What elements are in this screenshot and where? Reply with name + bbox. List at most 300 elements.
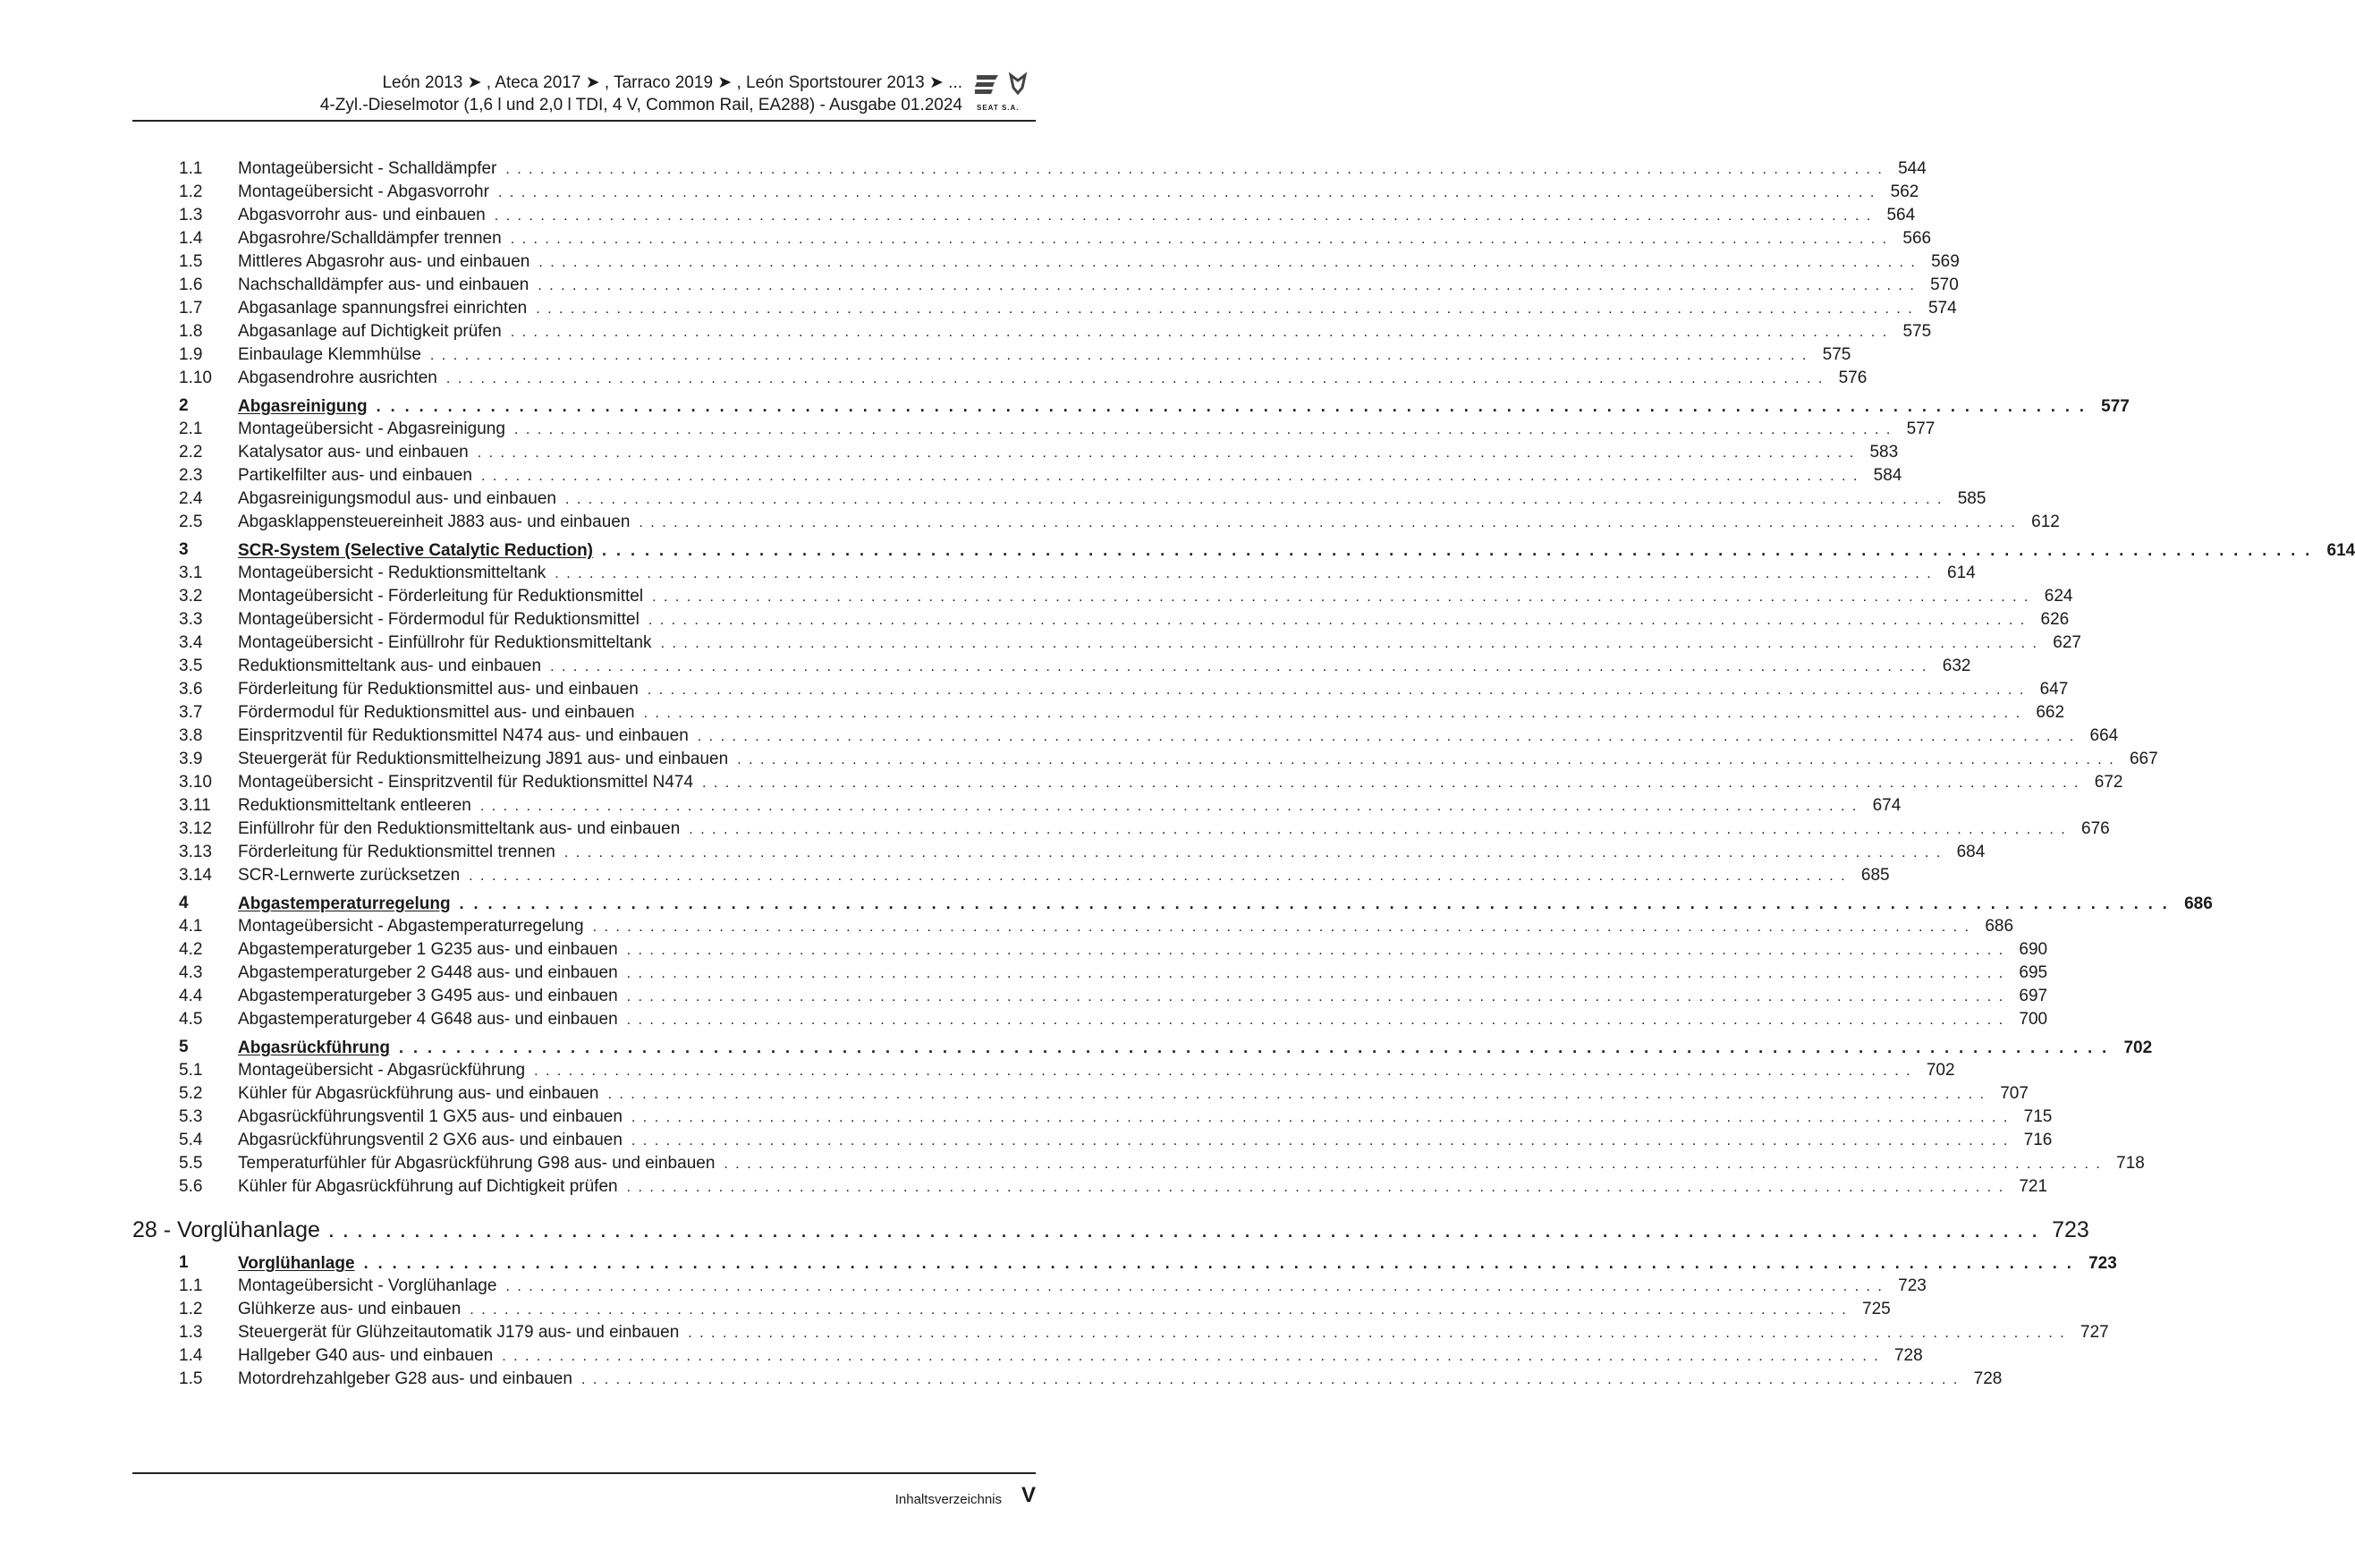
toc-leader-dots: . . . . . . . . . . . . . . . . . . . . . . . . . . . . . . . . . . . . . . . . . . . . . . . . . . . . . . . . . . . . . . . . . . . . . . . . . . . . . . . . . . . . . . . . . . . . . . . . . . . . . . . . . . . . . . . . . . . . . . . . bbox=[505, 162, 1884, 177]
toc-entry bbox=[238, 227, 1932, 251]
toc-row[interactable] bbox=[179, 1368, 2003, 1391]
toc-row[interactable] bbox=[179, 962, 2048, 985]
toc-number: 3.3 bbox=[179, 610, 203, 629]
toc-leader-dots: . . . . . . . . . . . . . . . . . . . . . . . . . . . . . . . . . . . . . . . . . . . . . . . . . . . . . . . . . . . . . . . . . . . . . . . . . . . . . . . . . . . . . . . . . . . . . . . . . . . . . . . . . . . . . . . . . . . . . . . . bbox=[702, 776, 2080, 791]
toc-entry bbox=[238, 343, 1851, 368]
toc-leader-dots: . . . . . . . . . . . . . . . . . . . . . . . . . . . . . . . . . . . . . . . . . . . . . . . . . . . . . . . . . . . . . . . . . . . . . . . . . . . . . . . . . . . . . . . . . . . . . . . . . . . . . . . . . . . . . . . . . . . . . . . . bbox=[631, 1110, 2010, 1125]
toc-entry bbox=[238, 678, 2069, 702]
toc-number: 1 bbox=[179, 1253, 189, 1272]
toc-leader-dots: . . . . . . . . . . . . . . . . . . . . . . . . . . . . . . . . . . . . . . . . . . . . . . . . . . . . . . . . . . . . . . . . . . . . . . . . . . . . . . . . . . . . . . . . . . . . . . . . . . . . . . . . . . . . . . . . . . . . . . . . bbox=[497, 185, 1876, 200]
toc-number: 3.14 bbox=[179, 866, 212, 885]
toc-entry bbox=[238, 1059, 1955, 1083]
toc-leader-dots: . . . . . . . . . . . . . . . . . . . . . . . . . . . . . . . . . . . . . . . . . . . . . . . . . . . . . . . . . . . . . . . . . . . . . . . . . . . . . . . . . . . . . . . . . . . . . . . . . . . . . . . . . . . . . . . . . . . . . . . . bbox=[398, 1038, 2110, 1056]
toc-entry bbox=[238, 938, 2048, 962]
toc-row[interactable] bbox=[179, 274, 1959, 297]
toc-section-row[interactable] bbox=[179, 892, 2213, 915]
toc-page-number: 562 bbox=[1890, 182, 1919, 201]
toc-title: Abgasvorrohr aus- und einbauen bbox=[238, 206, 486, 225]
toc-page-number: 702 bbox=[2123, 1038, 2153, 1057]
toc-number: 2.5 bbox=[179, 513, 203, 531]
toc-entry bbox=[238, 1275, 1927, 1299]
toc-leader-dots: . . . . . . . . . . . . . . . . . . . . . . . . . . . . . . . . . . . . . . . . . . . . . . . . . . . . . . . . . . . . . . . . . . . . . . . . . . . . . . . . . . . . . . . . . . . . . . . . . . . . . . . . . . . . . . . . . . . . . . . . bbox=[648, 613, 2027, 628]
toc-row[interactable] bbox=[179, 464, 1902, 487]
toc-leader-dots: . . . . . . . . . . . . . . . . . . . . . . . . . . . . . . . . . . . . . . . . . . . . . . . . . . . . . . . . . . . . . . . . . . . . . . . . . . . . . . . . . . . . . . . . . . . . . . . . . . . . . . . . . . . . . . . . . . . . . . . . bbox=[538, 278, 1916, 293]
toc-title: Montageübersicht - Abgasrückführung bbox=[238, 1061, 526, 1080]
toc-number: 3.13 bbox=[179, 843, 212, 861]
toc-row[interactable] bbox=[179, 1175, 2048, 1199]
toc-page-number: 685 bbox=[1860, 866, 1890, 885]
toc-row[interactable] bbox=[179, 985, 2048, 1008]
toc-number: 5.6 bbox=[179, 1177, 203, 1196]
toc-number: 1.9 bbox=[179, 345, 203, 364]
toc-title: Montageübersicht - Einspritzventil für Reduktionsmittel N474 bbox=[238, 773, 694, 792]
toc-title: Abgastemperaturgeber 4 G648 aus- und einbauen bbox=[238, 1010, 618, 1029]
toc-entry bbox=[238, 204, 1916, 228]
toc-number: 4.3 bbox=[179, 963, 203, 982]
toc-leader-dots: . . . . . . . . . . . . . . . . . . . . . . . . . . . . . . . . . . . . . . . . . . . . . . . . . . . . . . . . . . . . . . . . . . . . . . . . . . . . . . . . . . . . . . . . . . . . . . . . . . . . . . . . . . . . . . . . . . . . . . . . bbox=[555, 566, 1933, 581]
toc-title: Montageübersicht - Abgasreinigung bbox=[238, 420, 505, 438]
toc-row[interactable] bbox=[179, 1152, 2145, 1175]
toc-title: Montageübersicht - Fördermodul für Reduktionsmittel bbox=[238, 610, 640, 629]
toc-section-row[interactable] bbox=[179, 1036, 2153, 1059]
toc-leader-dots: . . . . . . . . . . . . . . . . . . . . . . . . . . . . . . . . . . . . . . . . . . . . . . . . . . . . . . . . . . . . . . . . . . . . . . . . . . . . . . . . . . . . . . . . . . . . . . . . . . . . . . . . . . . . . . . . . . . . . . . . bbox=[626, 1180, 2005, 1195]
toc-number: 2.3 bbox=[179, 466, 203, 485]
toc-page-number: 583 bbox=[1869, 443, 1899, 462]
page-footer bbox=[132, 1472, 1036, 1507]
toc-title: Katalysator aus- und einbauen bbox=[238, 443, 469, 462]
toc-number: 1.3 bbox=[179, 206, 203, 225]
toc-page-number: 686 bbox=[2184, 894, 2213, 913]
toc-title: Montageübersicht - Einfüllrohr für Reduktionsmitteltank bbox=[238, 633, 652, 652]
toc-leader-dots: . . . . . . . . . . . . . . . . . . . . . . . . . . . . . . . . . . . . . . . . . . . . . . . . . . . . . . . . . . . . . . . . . . . . . . . . . . . . . . . . . . . . . . . . . . . . . . . . . . . . . . . . . . . . . . . . . . . . . . . . bbox=[505, 1279, 1884, 1294]
toc-page-number: 715 bbox=[2023, 1107, 2053, 1126]
toc-title: Abgasreinigungsmodul aus- und einbauen bbox=[238, 489, 556, 508]
toc-number: 4 bbox=[179, 894, 189, 912]
toc-title: Abgastemperaturgeber 1 G235 aus- und einbauen bbox=[238, 940, 618, 959]
toc-row[interactable] bbox=[179, 608, 2070, 631]
toc-leader-dots: . . . . . . . . . . . . . . . . . . . . . . . . . . . . . . . . . . . . . . . . . . . . . . . . . . . . . . . . . . . . . . . . . . . . . . . . . . . . . . . . . . . . . . . . . . . . . . . . . . . . . . . . . . . . . . . . . . . . . . . . bbox=[626, 966, 2005, 981]
toc-row[interactable] bbox=[179, 1008, 2048, 1031]
toc-row[interactable] bbox=[179, 678, 2069, 701]
toc-leader-dots: . . . . . . . . . . . . . . . . . . . . . . . . . . . . . . . . . . . . . . . . . . . . . . . . . . . . . . . . . . . . . . . . . . . . . . . . . . . . . . . . . . . . . . . . . . . . . . . . . . . . . . . . . . . . . . . . . . . . . . . . bbox=[660, 636, 2038, 651]
toc-title: Kühler für Abgasrückführung aus- und einbauen bbox=[238, 1084, 599, 1103]
toc-row[interactable] bbox=[179, 297, 1957, 320]
toc-leader-dots: . . . . . . . . . . . . . . . . . . . . . . . . . . . . . . . . . . . . . . . . . . . . . . . . . . . . . . . . . . . . . . . . . . . . . . . . . . . . . . . . . . . . . . . . . . . . . . . . . . . . . . . . . . . . . . . . . . . . . . . . bbox=[639, 515, 2017, 530]
toc-page-number: 728 bbox=[1973, 1369, 2003, 1388]
toc-leader-dots: . . . . . . . . . . . . . . . . . . . . . . . . . . . . . . . . . . . . . . . . . . . . . . . . . . . . . . . . . . . . . . . . . . . . . . . . . . . . . . . . . . . . . . . . . . . . . . . . . . . . . . . . . . . . . . . . . . . . . . . . bbox=[363, 1254, 2074, 1272]
toc-page-number: 727 bbox=[2080, 1323, 2109, 1342]
toc-page-number: 723 bbox=[2052, 1217, 2089, 1242]
toc-number: 5.4 bbox=[179, 1131, 203, 1149]
toc-row[interactable] bbox=[179, 511, 2060, 534]
toc-number: 4.1 bbox=[179, 917, 203, 936]
toc-title: Partikelfilter aus- und einbauen bbox=[238, 466, 472, 485]
toc-entry bbox=[238, 394, 2130, 419]
toc-number: 1.4 bbox=[179, 229, 203, 248]
toc-leader-dots: . . . . . . . . . . . . . . . . . . . . . . . . . . . . . . . . . . . . . . . . . . . . . . . . . . . . . . . . . . . . . . . . . . . . . . . . . . . . . . . . . . . . . . . . . . . . . . . . . . . . . . . . . . . . . . . . . . . . . . . . bbox=[737, 752, 2115, 767]
toc-page-number: 575 bbox=[1902, 322, 1932, 341]
toc-number: 3.7 bbox=[179, 703, 203, 722]
toc-title: Abgasanlage spannungsfrei einrichten bbox=[238, 299, 528, 318]
toc-section-row[interactable] bbox=[179, 394, 2130, 418]
toc-title: Kühler für Abgasrückführung auf Dichtigkeit prüfen bbox=[238, 1177, 618, 1196]
toc-entry bbox=[238, 274, 1959, 298]
toc-title: Abgastemperaturgeber 3 G495 aus- und einbauen bbox=[238, 987, 618, 1005]
toc-row[interactable] bbox=[179, 1082, 2029, 1106]
toc-row[interactable] bbox=[179, 157, 1927, 181]
toc-leader-dots: . . . . . . . . . . . . . . . . . . . . . . . . . . . . . . . . . . . . . . . . . . . . . . . . . . . . . . . . . . . . . . . . . . . . . . . . . . . . . . . . . . . . . . . . . . . . . . . . . . . . . . . . . . . . . . . . . . . . . . . . bbox=[510, 232, 1889, 247]
toc-title: Montageübersicht - Abgasvorrohr bbox=[238, 182, 489, 201]
toc-number: 1.5 bbox=[179, 1369, 203, 1388]
toc-section-row[interactable] bbox=[179, 538, 2355, 562]
toc-number: 5.3 bbox=[179, 1107, 203, 1126]
toc-title: Abgasanlage auf Dichtigkeit prüfen bbox=[238, 322, 502, 341]
toc-leader-dots: . . . . . . . . . . . . . . . . . . . . . . . . . . . . . . . . . . . . . . . . . . . . . . . . . . . . . . . . . . . . . . . . . . . . . . . . . . . . . . . . . . . . . . . . . . . . . . . . . . . . . . . . . . . . . . . . . . . . . . . . bbox=[513, 422, 1893, 437]
toc-row[interactable] bbox=[179, 1321, 2109, 1344]
toc-page-number: 576 bbox=[1838, 369, 1868, 387]
toc-leader-dots: . . . . . . . . . . . . . . . . . . . . . . . . . . . . . . . . . . . . . . . . . . . . . . . . . . . . . . . . . . . . . . . . . . . . . . . . . . . . . . . . . . . . . . . . . . . . . . . . . . . . . . . . . . . . . . . . . . . . . . . . bbox=[376, 397, 2087, 415]
toc-number: 3.2 bbox=[179, 587, 203, 606]
toc-entry bbox=[238, 818, 2110, 842]
toc-page-number: 667 bbox=[2129, 750, 2158, 768]
toc-title: Montageübersicht - Schalldämpfer bbox=[238, 159, 497, 178]
toc-leader-dots: . . . . . . . . . . . . . . . . . . . . . . . . . . . . . . . . . . . . . . . . . . . . . . . . . . . . . . . . . . . . . . . . . . . . . . . . . . . . . . . . . . . . . . . . . . . . . . . . . . . . . . . . . . . . . . . . . . . . . . . . bbox=[688, 1326, 2066, 1341]
seat-logo bbox=[971, 68, 1036, 114]
toc-title: Steuergerät für Glühzeitautomatik J179 aus- und einbauen bbox=[238, 1323, 680, 1342]
toc-leader-dots: . . . . . . . . . . . . . . . . . . . . . . . . . . . . . . . . . . . . . . . . . . . . . . . . . . . . . . . . . . . . . . . . . . . . . . . . . . . . . . . . . . . . . . . . . . . . . . . . . . . . . . . . . . . . . . . . . . . . . . . . bbox=[510, 325, 1889, 340]
toc-entry bbox=[238, 562, 1976, 586]
toc-page-number: 672 bbox=[2094, 773, 2123, 792]
toc-page-number: 624 bbox=[2044, 587, 2073, 606]
toc-page-number: 627 bbox=[2053, 633, 2081, 652]
toc-title: Abgastemperaturgeber 2 G448 aus- und einbauen bbox=[238, 963, 618, 982]
toc-entry bbox=[238, 841, 1986, 865]
toc-row[interactable] bbox=[179, 938, 2048, 962]
toc-entry bbox=[238, 655, 1971, 679]
toc-page-number: 723 bbox=[1898, 1276, 1927, 1295]
toc-number: 1.2 bbox=[179, 182, 203, 201]
toc-number: 3.12 bbox=[179, 819, 212, 838]
toc-row[interactable] bbox=[179, 725, 2119, 748]
toc-leader-dots: . . . . . . . . . . . . . . . . . . . . . . . . . . . . . . . . . . . . . . . . . . . . . . . . . . . . . . . . . . . . . . . . . . . . . . . . . . . . . . . . . . . . . . . . . . . . . . . . . . . . . . . . . . . . . . . . . . . . . . . . bbox=[445, 371, 1825, 386]
toc-page-number: 564 bbox=[1886, 206, 1916, 225]
toc-entry bbox=[238, 1008, 2048, 1032]
toc-entry bbox=[238, 771, 2123, 795]
toc-number: 3.4 bbox=[179, 633, 203, 652]
toc-row[interactable] bbox=[179, 841, 1986, 864]
toc-title: Abgasrückführungsventil 2 GX6 aus- und einbauen bbox=[238, 1131, 623, 1149]
toc-page-number: 577 bbox=[1906, 420, 1936, 438]
toc-page-number: 716 bbox=[2023, 1131, 2053, 1149]
toc-entry bbox=[238, 631, 2081, 656]
toc-leader-dots: . . . . . . . . . . . . . . . . . . . . . . . . . . . . . . . . . . . . . . . . . . . . . . . . . . . . . . . . . . . . . . . . . . . . . . . . . . . . . . . . . . . . . . . . . . . . . . . . . . . . . . . . . . . . . . . . . . . . . . . . bbox=[643, 706, 2022, 721]
toc-entry bbox=[238, 157, 1927, 182]
toc-page-number: 695 bbox=[2019, 963, 2048, 982]
toc-entry bbox=[238, 608, 2070, 632]
toc-page-number: 718 bbox=[2116, 1154, 2145, 1173]
toc-number: 1.1 bbox=[179, 1276, 203, 1295]
toc-title: Abgasrückführung bbox=[238, 1038, 390, 1057]
toc-leader-dots: . . . . . . . . . . . . . . . . . . . . . . . . . . . . . . . . . . . . . . . . . . . . . . . . . . . . . . . . . . . . . . . . . . . . . . . . . . . . . . . . . . . . . . . . . . . . . . . . . . . . . . . . . . . . . . . . . . . . . . . . bbox=[479, 799, 1859, 814]
toc-page-number: 697 bbox=[2019, 987, 2048, 1005]
toc-page-number: 723 bbox=[2088, 1254, 2117, 1273]
toc-row[interactable] bbox=[179, 441, 1899, 464]
toc-number: 2.2 bbox=[179, 443, 203, 462]
toc-entry bbox=[238, 892, 2213, 916]
toc-title: Förderleitung für Reduktionsmittel aus- und einbauen bbox=[238, 680, 639, 699]
toc-leader-dots: . . . . . . . . . . . . . . . . . . . . . . . . . . . . . . . . . . . . . . . . . . . . . . . . . . . . . . . . . . . . . . . . . . . . . . . . . . . . . . . . . . . . . . . . . . . . . . . . . . . . . . . . . . . . . . . . . . . . . . . . bbox=[480, 469, 1859, 484]
logo-caption: SEAT S.A. bbox=[977, 104, 1020, 112]
toc-title: Montageübersicht - Abgastemperaturregelung bbox=[238, 917, 584, 936]
toc-page-number: 570 bbox=[1930, 275, 1959, 294]
page-header bbox=[132, 64, 1036, 122]
toc-row[interactable] bbox=[179, 1129, 2053, 1152]
toc-title: Abgastemperaturregelung bbox=[238, 894, 451, 913]
toc-title: Reduktionsmitteltank entleeren bbox=[238, 796, 471, 815]
toc-title: Nachschalldämpfer aus- und einbauen bbox=[238, 275, 529, 294]
toc-title: Abgasreinigung bbox=[238, 397, 368, 416]
toc-number: 5.5 bbox=[179, 1154, 203, 1173]
toc-leader-dots: . . . . . . . . . . . . . . . . . . . . . . . . . . . . . . . . . . . . . . . . . . . . . . . . . . . . . . . . . . . . . . . . . . . . . . . . . . . . . . . . . . . . . . . . . . . . . . . . . . . . . . . . . . . . . . . . . . . . . . . . bbox=[647, 682, 2026, 698]
toc-leader-dots: . . . . . . . . . . . . . . . . . . . . . . . . . . . . . . . . . . . . . . . . . . . . . . . . . . . . . . . . . . . . . . . . . . . . . . . . . . . . . . . . . . . . . . . . . . . . . . . . . . . . . . . . . . . . . . . . . . . . . . . . bbox=[477, 445, 1856, 461]
header-models: León 2013 ➤ , Ateca 2017 ➤ , Tarraco 2019 ➤ , León Sportstourer 2013 ➤ ... bbox=[382, 73, 962, 92]
toc-number: 3.5 bbox=[179, 657, 203, 675]
toc-leader-dots: . . . . . . . . . . . . . . . . . . . . . . . . . . . . . . . . . . . . . . . . . . . . . . . . . . . . . . . . . . . . . . . . . . . . . . . . . . . . . . . . . . . . . . . . . . . . . . . . . . . . . . . . . . . . . . . . . . . . . . . . bbox=[626, 989, 2005, 1004]
toc-number: 1.2 bbox=[179, 1300, 203, 1318]
toc-number: 2.1 bbox=[179, 420, 203, 438]
toc-number: 2.4 bbox=[179, 489, 203, 508]
toc-number: 1.10 bbox=[179, 369, 212, 387]
toc-page-number: 584 bbox=[1873, 466, 1902, 485]
toc-page-number: 626 bbox=[2040, 610, 2070, 629]
toc-row[interactable] bbox=[179, 655, 1971, 678]
toc-leader-dots: . . . . . . . . . . . . . . . . . . . . . . . . . . . . . . . . . . . . . . . . . . . . . . . . . . . . . . . . . . . . . . . . . . . . . . . . . . . . . . . . . . . . . . . . . . . . . . . . . . . . . . . . . . . . . . . . . . . . . . . . bbox=[602, 541, 2313, 559]
toc-title: Montageübersicht - Förderleitung für Reduktionsmittel bbox=[238, 587, 644, 606]
toc-entry bbox=[238, 538, 2355, 563]
toc-leader-dots: . . . . . . . . . . . . . . . . . . . . . . . . . . . . . . . . . . . . . . . . . . . . . . . . . . . . . . . . . . . . . . . . . . . . . . . . . . . . . . . . . . . . . . . . . . . . . . . . . . . . . . . . . . . . . . . . . . . . . . . . bbox=[459, 894, 2170, 912]
toc-entry bbox=[238, 487, 1987, 512]
toc-entry bbox=[238, 725, 2119, 749]
toc-entry bbox=[238, 464, 1902, 488]
toc-row[interactable] bbox=[179, 631, 2081, 655]
toc-row[interactable] bbox=[179, 864, 1890, 887]
toc-row[interactable] bbox=[179, 818, 2110, 841]
toc-number: 1.7 bbox=[179, 299, 203, 318]
toc-row[interactable] bbox=[179, 367, 1868, 390]
toc-leader-dots: . . . . . . . . . . . . . . . . . . . . . . . . . . . . . . . . . . . . . . . . . . . . . . . . . . . . . . . . . . . . . . . . . . . . . . . . . . . . . . . . . . . . . . . . . . . . . . . . . . . . . . . . . . . . . . . . . . . . . . . . bbox=[592, 920, 1971, 935]
toc-entry bbox=[238, 320, 1932, 344]
toc-page-number: 614 bbox=[2326, 541, 2355, 560]
toc-row[interactable] bbox=[179, 1106, 2053, 1129]
toc-title: Montageübersicht - Reduktionsmitteltank bbox=[238, 564, 546, 582]
toc-title: Montageübersicht - Vorglühanlage bbox=[238, 1276, 497, 1295]
toc-leader-dots: . . . . . . . . . . . . . . . . . . . . . . . . . . . . . . . . . . . . . . . . . . . . . . . . . . . . . . . . . . . . . . . . . . . . . . . . . . . . . . . . . . . . . . . . . . . . . . . . . . . . . . . . . . . . . . . . . . . . . . . . bbox=[550, 659, 1928, 674]
toc-leader-dots: . . . . . . . . . . . . . . . . . . . . . . . . . . . . . . . . . . . . . . . . . . . . . . . . . . . . . . . . . . . . . . . . . . . . . . . . . . . . . . . . . . . . . . . . . . . . . . . . . . . . . . . . . . . . . . . . . . . . . . . . bbox=[580, 1372, 1960, 1387]
toc-number: 5 bbox=[179, 1038, 189, 1056]
toc-row[interactable] bbox=[179, 1275, 1927, 1298]
toc-page-number: 647 bbox=[2039, 680, 2069, 699]
toc-row[interactable] bbox=[179, 748, 2158, 771]
header-text bbox=[320, 72, 962, 116]
toc-entry bbox=[238, 441, 1899, 465]
toc-number: 3.1 bbox=[179, 564, 203, 582]
toc-title: Fördermodul für Reduktionsmittel aus- und einbauen bbox=[238, 703, 635, 722]
toc-entry bbox=[238, 1298, 1891, 1322]
toc-title: Abgasklappensteuereinheit J883 aus- und einbauen bbox=[238, 513, 631, 531]
toc-row[interactable] bbox=[179, 418, 1936, 441]
toc-number: 1.3 bbox=[179, 1323, 203, 1342]
toc-title: SCR-Lernwerte zurücksetzen bbox=[238, 866, 461, 885]
toc-entry bbox=[238, 511, 2060, 535]
toc-page-number: 577 bbox=[2101, 397, 2130, 416]
toc-number: 3.6 bbox=[179, 680, 203, 699]
toc-number: 3.9 bbox=[179, 750, 203, 768]
toc-entry bbox=[238, 1344, 1923, 1369]
toc-row[interactable] bbox=[179, 1059, 1955, 1082]
footer-section-label: Inhaltsverzeichnis bbox=[894, 1492, 1002, 1507]
toc-chapter-row[interactable] bbox=[132, 1213, 2089, 1247]
toc-number: 3.11 bbox=[179, 796, 211, 815]
toc-page-number: 569 bbox=[1931, 252, 1960, 271]
toc-entry bbox=[238, 297, 1957, 321]
toc-row[interactable] bbox=[179, 227, 1932, 250]
toc-leader-dots: . . . . . . . . . . . . . . . . . . . . . . . . . . . . . . . . . . . . . . . . . . . . . . . . . . . . . . . . . . . . . . . . . . . . . . . . . . . . . . . . . . . . . . . . . . . . . . . . . . . . . . . . . . . . . . . . . . . . . . . . bbox=[563, 845, 1943, 860]
toc-leader-dots: . . . . . . . . . . . . . . . . . . . . . . . . . . . . . . . . . . . . . . . . . . . . . . . . . . . . . . . . . . . . . . . . . . . . . . . . . . . . . . . . . . . . . . . . . . . . . . . . . . . . . . . . . . . . . . . . . . . . . . . . bbox=[538, 255, 1917, 270]
toc-number: 1.8 bbox=[179, 322, 203, 341]
toc-title: Temperaturfühler für Abgasrückführung G98 aus- und einbauen bbox=[238, 1154, 716, 1173]
toc-entry bbox=[238, 985, 2048, 1009]
toc-row[interactable] bbox=[179, 771, 2123, 794]
toc-leader-dots: . . . . . . . . . . . . . . . . . . . . . . . . . . . . . . . . . . . . . . . . . . . . . . . . . . . . . . . . . . . . . . . . . . . . . . . . . . . . . . . . . . . . . . . . . . . . . . . . . . . . . . . . . . . . . . . . . . . . . . . . bbox=[626, 943, 2005, 958]
toc-page-number: 664 bbox=[2089, 726, 2119, 745]
toc-number: 4.4 bbox=[179, 987, 203, 1005]
toc-page-number: 614 bbox=[1947, 564, 1976, 582]
toc-entry bbox=[238, 1082, 2029, 1106]
toc-title: Förderleitung für Reduktionsmittel trennen bbox=[238, 843, 555, 861]
toc-entry bbox=[238, 1152, 2145, 1176]
toc-leader-dots: . . . . . . . . . . . . . . . . . . . . . . . . . . . . . . . . . . . . . . . . . . . . . . . . . . . . . . . . . . . . . . . . . . . . . . . . . . . . . . . . . . . . . . . . . . . . . . . . . . . . . . . . . . . . . . . . . . . . . . . . bbox=[429, 348, 1809, 363]
toc-title: Abgasendrohre ausrichten bbox=[238, 369, 437, 387]
toc-title: Glühkerze aus- und einbauen bbox=[238, 1300, 462, 1318]
toc-page-number: 585 bbox=[1957, 489, 1987, 508]
toc-row[interactable] bbox=[179, 915, 2014, 938]
toc-title: Einspritzventil für Reduktionsmittel N474 aus- und einbauen bbox=[238, 726, 689, 745]
toc-title: Vorglühanlage bbox=[238, 1254, 355, 1273]
toc-entry bbox=[238, 250, 1960, 275]
toc-leader-dots: . . . . . . . . . . . . . . . . . . . . . . . . . . . . . . . . . . . . . . . . . . . . . . . . . . . . . . . . . . . . . . . . . . . . . . . . . . . . . . . . . . . . . . . . . . . . . . . . . . . . . . . . . . . . . . . . . . . . . . . . bbox=[469, 869, 1847, 884]
toc-page-number: 686 bbox=[1985, 917, 2014, 936]
toc-number: 1.4 bbox=[179, 1346, 203, 1365]
toc-title: Reduktionsmitteltank aus- und einbauen bbox=[238, 657, 542, 675]
toc-page-number: 676 bbox=[2081, 819, 2110, 838]
toc-leader-dots: . . . . . . . . . . . . . . . . . . . . . . . . . . . . . . . . . . . . . . . . . . . . . . . . . . . . . . . . . . . . . . . . . . . . . . . . . . . . . . . . . . . . . . . . . . . . . . . . . . . . . . . . . . . . . . . . . . . . . . . . bbox=[494, 208, 1873, 224]
toc-title: SCR-System (Selective Catalytic Reduction) bbox=[238, 541, 594, 560]
toc-page-number: 700 bbox=[2019, 1010, 2048, 1029]
toc-number: 1.5 bbox=[179, 252, 203, 271]
toc-entry bbox=[238, 748, 2158, 772]
toc-row[interactable] bbox=[179, 1298, 1891, 1321]
toc-row[interactable] bbox=[179, 701, 2065, 725]
toc-number: 1.6 bbox=[179, 275, 203, 294]
toc-leader-dots: . . . . . . . . . . . . . . . . . . . . . . . . . . . . . . . . . . . . . . . . . . . . . . . . . . . . . . . . . . . . . . . . . . . . . . . . . . . . . . . . . . . . . . . . . . . . . . . . . . . . . . . . . . . . . . . . . . . . . . . . bbox=[626, 1013, 2005, 1028]
toc-row[interactable] bbox=[179, 204, 1916, 227]
toc-entry bbox=[132, 1213, 2089, 1249]
toc-page-number: 632 bbox=[1942, 657, 1971, 675]
toc-leader-dots: . . . . . . . . . . . . . . . . . . . . . . . . . . . . . . . . . . . . . . . . . . . . . . . . . . . . . . . . . . . . . . . . . . . . . . . . . . . . . . . . . . . . . . . . . . . . . . . . . . . . . . . . . . . . . . . . . . . . . . . . bbox=[724, 1157, 2102, 1172]
toc-number: 3.8 bbox=[179, 726, 203, 745]
toc-number: 3.10 bbox=[179, 773, 212, 792]
toc-number: 1.1 bbox=[179, 159, 203, 178]
toc-title: Mittleres Abgasrohr aus- und einbauen bbox=[238, 252, 530, 271]
toc-leader-dots: . . . . . . . . . . . . . . . . . . . . . . . . . . . . . . . . . . . . . . . . . . . . . . . . . . . . . . . . . . . . . . . . . . . . . . . . . . . . . . . . . . . . . . . . . . . . . . . . . . . . . . . . . . . . . . . . . . . . . . . . bbox=[689, 822, 2067, 837]
toc-page-number: 674 bbox=[1872, 796, 1902, 815]
toc-page-number: 690 bbox=[2019, 940, 2048, 959]
toc-entry bbox=[238, 794, 1902, 818]
toc-title: Hallgeber G40 aus- und einbauen bbox=[238, 1346, 494, 1365]
toc-entry bbox=[238, 1251, 2117, 1276]
toc-number: 4.5 bbox=[179, 1010, 203, 1029]
footer-page-number: V bbox=[1021, 1483, 1036, 1507]
toc-title: 28 - Vorglühanlage bbox=[132, 1217, 320, 1242]
seat-cupra-logo-icon bbox=[971, 68, 1036, 102]
toc-title: Einfüllrohr für den Reduktionsmitteltank aus- und einbauen bbox=[238, 819, 681, 838]
toc-row[interactable] bbox=[179, 343, 1851, 367]
toc-entry bbox=[238, 962, 2048, 986]
toc-page-number: 702 bbox=[1926, 1061, 1955, 1080]
toc-entry bbox=[238, 864, 1890, 888]
toc-title: Einbaulage Klemmhülse bbox=[238, 345, 421, 364]
toc-leader-dots: . . . . . . . . . . . . . . . . . . . . . . . . . . . . . . . . . . . . . . . . . . . . . . . . . . . . . . . . . . . . . . . . . . . . . . . . . . . . . . . . . . . . . . . . . . . . . . . . . . . . . . . . . . . . . . . . . . . . . . . . bbox=[534, 1064, 1912, 1079]
toc-page-number: 721 bbox=[2019, 1177, 2048, 1196]
toc-leader-dots: . . . . . . . . . . . . . . . . . . . . . . . . . . . . . . . . . . . . . . . . . . . . . . . . . . . . . . . . . . . . . . . . . . . . . . . . . . . . . . . . . . . . . . . . . . . . . . . . . . . . . . . . . . . . . . . . . . . . . . . . bbox=[470, 1302, 1848, 1318]
toc-title: Motordrehzahlgeber G28 aus- und einbauen bbox=[238, 1369, 572, 1388]
toc-leader-dots: . . . . . . . . . . . . . . . . . . . . . . . . . . . . . . . . . . . . . . . . . . . . . . . . . . . . . . . . . . . . . . . . . . . . . . . . . . . . . . . . . . . . . . . . . . . . . . . . . . . . . . . . . . . . . . . . . . . . . . . . bbox=[631, 1133, 2010, 1148]
toc-entry bbox=[238, 1368, 2003, 1392]
toc-row[interactable] bbox=[179, 562, 1976, 585]
toc-row[interactable] bbox=[179, 250, 1960, 274]
toc-row[interactable] bbox=[179, 320, 1932, 343]
toc-number: 4.2 bbox=[179, 940, 203, 959]
toc-leader-dots: . . . . . . . . . . . . . . . . . . . . . . . . . . . . . . . . . . . . . . . . . . . . . . . . . . . . . . . . . . . . . . . . . . . . . . . . . . . . . . . . . . . . . . . . . . . . . . . . . . . . . . . . . . . . . . . . . . . . . . . . bbox=[652, 589, 2030, 605]
toc-page-number: 574 bbox=[1927, 299, 1957, 318]
toc-row[interactable] bbox=[179, 1344, 1923, 1368]
toc-entry bbox=[238, 915, 2014, 939]
toc-title: Abgasrückführungsventil 1 GX5 aus- und einbauen bbox=[238, 1107, 623, 1126]
toc-entry bbox=[238, 1106, 2053, 1130]
toc-entry bbox=[238, 701, 2065, 725]
toc-title: Steuergerät für Reduktionsmittelheizung J891 aus- und einbauen bbox=[238, 750, 729, 768]
toc-row[interactable] bbox=[179, 181, 1919, 204]
toc-entry bbox=[238, 1175, 2048, 1199]
toc-section-row[interactable] bbox=[179, 1251, 2117, 1275]
toc-row[interactable] bbox=[179, 487, 1987, 511]
toc-entry bbox=[238, 1321, 2109, 1345]
toc-leader-dots: . . . . . . . . . . . . . . . . . . . . . . . . . . . . . . . . . . . . . . . . . . . . . . . . . . . . . . . . . . . . . . . . . . . . . . . . . . . . . . . . . . . . . . . . . . . . . . . . . . . . . . . . . . . . . . . . . . . . . . . . bbox=[564, 492, 1944, 507]
toc-page-number: 566 bbox=[1902, 229, 1932, 248]
toc-entry bbox=[238, 1036, 2153, 1060]
toc-number: 2 bbox=[179, 396, 189, 415]
toc-row[interactable] bbox=[179, 585, 2073, 608]
toc-page-number: 707 bbox=[2000, 1084, 2029, 1103]
toc-page-number: 662 bbox=[2036, 703, 2065, 722]
toc-entry bbox=[238, 181, 1919, 205]
header-engine: 4-Zyl.-Dieselmotor (1,6 l und 2,0 l TDI, 4 V, Common Rail, EA288) - Ausgabe 01.2024 bbox=[319, 96, 962, 114]
toc-page-number: 728 bbox=[1893, 1346, 1923, 1365]
toc-row[interactable] bbox=[179, 794, 1902, 818]
toc-number: 5.2 bbox=[179, 1084, 203, 1103]
toc-number: 3 bbox=[179, 540, 189, 559]
toc-page-number: 575 bbox=[1822, 345, 1851, 364]
